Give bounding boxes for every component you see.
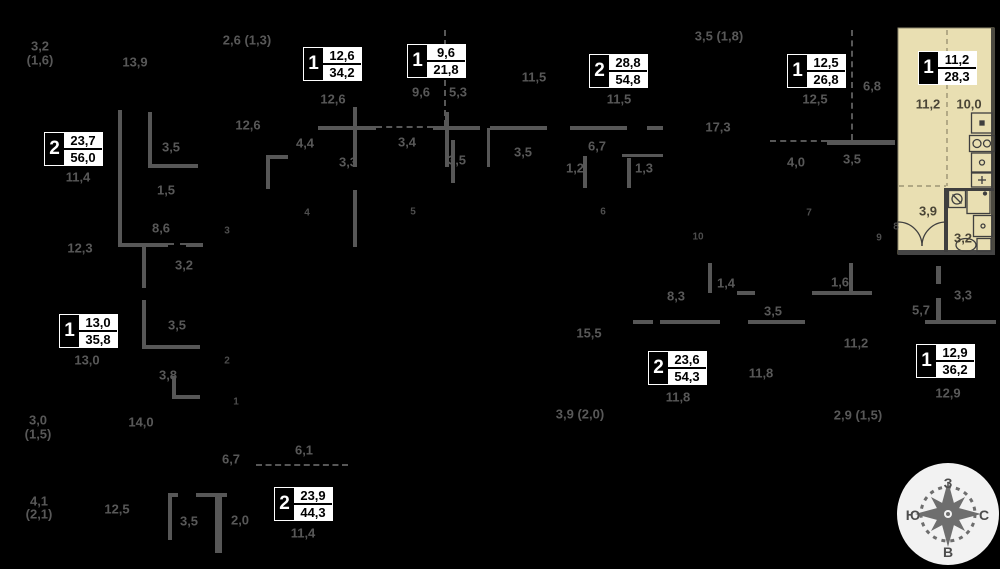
dimension-label: 4,1 <box>29 493 49 509</box>
dimension-label: 12,9 <box>935 385 961 401</box>
dimension-label: 11,2 <box>915 96 941 112</box>
dimension-label: 15,5 <box>576 325 602 341</box>
apartment-total-area: 26,8 <box>807 72 845 87</box>
dimension-label: 12,3 <box>67 240 93 256</box>
wall <box>827 140 895 145</box>
apartment-rooms-count: 1 <box>917 345 936 377</box>
apartment-rooms-count: 2 <box>45 133 64 165</box>
dimension-label: 6,1 <box>294 442 314 458</box>
dimension-label: 12,5 <box>104 501 130 517</box>
wall <box>118 110 122 247</box>
apartment-rooms-count: 2 <box>590 55 609 87</box>
wall <box>936 266 941 284</box>
wall <box>142 244 146 288</box>
wall <box>196 493 227 497</box>
apartment-label-10[interactable] <box>274 487 333 521</box>
dimension-label: 5,3 <box>448 84 468 100</box>
compass-top-label: З <box>943 475 953 491</box>
apartment-rooms-count: 1 <box>919 52 938 84</box>
apartment-living-area: 23,9 <box>294 488 332 505</box>
apartment-label-4[interactable] <box>589 54 648 88</box>
dimension-label: 4,4 <box>295 135 315 151</box>
dimension-label: 3,5 <box>447 152 467 168</box>
dimension-label: 11,8 <box>748 365 774 381</box>
wall <box>944 188 948 252</box>
dimension-label: 11,8 <box>665 389 691 405</box>
dimension-label: 3,5 <box>842 151 862 167</box>
compass-hub-dot <box>946 512 950 516</box>
dimension-label: 3,4 <box>397 134 417 150</box>
dimension-label: 11,5 <box>606 91 632 107</box>
apartment-rooms-count: 1 <box>304 48 323 80</box>
dimension-label: 11,2 <box>843 335 869 351</box>
apartment-total-area: 34,2 <box>323 65 361 80</box>
dimension-label: 3,5 (1,8) <box>694 28 744 44</box>
dimension-label: 2,6 (1,3) <box>222 32 272 48</box>
wall <box>708 263 712 293</box>
dimension-label: 14,0 <box>128 414 154 430</box>
wall <box>748 320 805 324</box>
apartment-rooms-count: 2 <box>275 488 294 520</box>
dimension-label: 6,7 <box>221 451 241 467</box>
dimension-label: 1,2 <box>565 160 585 176</box>
dashed-line <box>168 243 186 245</box>
apartment-rooms-count: 1 <box>408 45 427 77</box>
apartment-total-area: 44,3 <box>294 505 332 520</box>
wall <box>172 395 200 399</box>
unit-number: 6 <box>600 206 606 218</box>
apartment-living-area: 13,0 <box>79 315 117 332</box>
unit-number: 8 <box>893 221 899 233</box>
wall <box>142 345 200 349</box>
wall <box>186 243 203 247</box>
apartment-total-area: 21,8 <box>427 62 465 77</box>
apartment-living-area: 9,6 <box>427 45 465 62</box>
apartment-rooms-count: 2 <box>649 352 668 384</box>
apartment-living-area: 11,2 <box>938 52 976 69</box>
dimension-label: 3,5 <box>513 144 533 160</box>
wall <box>487 128 490 167</box>
unit-number: 2 <box>224 355 230 367</box>
unit-number: 5 <box>410 206 416 218</box>
apartment-label-selected[interactable] <box>918 51 977 85</box>
wall <box>433 126 480 130</box>
compass-right-label: С <box>978 507 990 523</box>
apartment-living-area: 12,9 <box>936 345 974 362</box>
apartment-living-area: 28,8 <box>609 55 647 72</box>
wall <box>318 126 376 130</box>
dimension-label: 9,6 <box>411 84 431 100</box>
dimension-label: 2,9 (1,5) <box>833 407 883 423</box>
dimension-label: 3,0 <box>28 412 48 428</box>
dimension-label: 3,5 <box>763 303 783 319</box>
apartment-living-area: 12,5 <box>807 55 845 72</box>
dimension-label: 3,2 <box>30 38 50 54</box>
wall <box>660 320 720 324</box>
dimension-label: 3,9 (2,0) <box>555 406 605 422</box>
dimension-label: 3,3 <box>953 287 973 303</box>
apartment-label-3[interactable] <box>407 44 466 78</box>
dimension-label: 8,3 <box>666 288 686 304</box>
dimension-label: 1,6 <box>830 274 850 290</box>
dashed-line <box>376 126 433 128</box>
dimension-label: 3,2 <box>174 257 194 273</box>
dimension-label: 17,3 <box>705 119 731 135</box>
compass-left-label: Ю <box>905 507 921 523</box>
apartment-living-area: 12,6 <box>323 48 361 65</box>
apartment-label-7[interactable] <box>59 314 118 348</box>
dimension-label: 3,8 <box>158 367 178 383</box>
apartment-label-8[interactable] <box>648 351 707 385</box>
unit-number: 3 <box>224 225 230 237</box>
wall <box>936 298 941 324</box>
dimension-label: 11,4 <box>65 169 91 185</box>
dimension-label: 3,5 <box>161 139 181 155</box>
dimension-label: 6,8 <box>862 78 882 94</box>
dimension-label: 12,6 <box>235 117 261 133</box>
wall <box>266 155 270 189</box>
wall <box>647 126 663 130</box>
dimension-label: (1,5) <box>24 426 52 442</box>
dimension-label: 10,0 <box>956 96 982 112</box>
apartment-total-area: 54,8 <box>609 72 647 87</box>
dimension-label: (2,1) <box>25 506 53 522</box>
wall <box>737 291 755 295</box>
unit-number: 7 <box>806 207 812 219</box>
dimension-label: 3,5 <box>167 317 187 333</box>
dimension-label: 3,3 <box>338 154 358 170</box>
dimension-label: 3,5 <box>179 513 199 529</box>
dimension-label: 11,4 <box>290 525 316 541</box>
unit-number: 9 <box>876 232 882 244</box>
apartment-total-area: 36,2 <box>936 362 974 377</box>
dimension-label: 12,6 <box>320 91 346 107</box>
dimension-label: 2,0 <box>230 512 250 528</box>
dimension-label: 3,2 <box>953 230 973 246</box>
wall <box>633 320 653 324</box>
apartment-total-area: 54,3 <box>668 369 706 384</box>
dashed-line <box>851 30 853 140</box>
wall <box>849 263 853 293</box>
apartment-living-area: 23,6 <box>668 352 706 369</box>
dimension-label: 8,6 <box>151 220 171 236</box>
wall <box>142 300 146 348</box>
unit-number: 4 <box>304 207 310 219</box>
dimension-label: 13,9 <box>122 54 148 70</box>
wall <box>148 112 152 166</box>
dimension-label: 3,9 <box>918 203 938 219</box>
dimension-label: 1,4 <box>716 275 736 291</box>
dimension-label: 6,7 <box>587 138 607 154</box>
wall <box>353 190 357 247</box>
dimension-label: 5,7 <box>911 302 931 318</box>
apartment-living-area: 23,7 <box>64 133 102 150</box>
dimension-label: 13,0 <box>74 352 100 368</box>
unit-number: 10 <box>692 231 704 243</box>
dimension-label: 11,5 <box>521 69 547 85</box>
apartment-total-area: 28,3 <box>938 69 976 84</box>
dimension-label: 1,5 <box>156 182 176 198</box>
apartment-rooms-count: 1 <box>60 315 79 347</box>
wall <box>627 158 631 188</box>
apartment-label-2[interactable] <box>303 47 362 81</box>
dimension-label: 1,3 <box>634 160 654 176</box>
apartment-label-1[interactable] <box>44 132 103 166</box>
apartment-rooms-count: 1 <box>788 55 807 87</box>
apartment-label-5[interactable] <box>787 54 846 88</box>
compass-bottom-label: В <box>942 544 954 560</box>
dashed-line <box>256 464 348 466</box>
compass-rose <box>892 458 1000 569</box>
dimension-label: 4,0 <box>786 154 806 170</box>
apartment-total-area: 56,0 <box>64 150 102 165</box>
unit-number: 1 <box>233 396 239 408</box>
dimension-label: 12,5 <box>802 91 828 107</box>
dimension-label: (1,6) <box>26 52 54 68</box>
wall <box>570 126 627 130</box>
wall <box>490 126 547 130</box>
wall <box>148 164 198 168</box>
apartment-total-area: 35,8 <box>79 332 117 347</box>
dashed-line <box>770 140 827 142</box>
wall <box>622 154 663 157</box>
wall <box>168 497 172 540</box>
wall <box>215 493 222 553</box>
wall <box>812 291 872 295</box>
apartment-label-9[interactable] <box>916 344 975 378</box>
